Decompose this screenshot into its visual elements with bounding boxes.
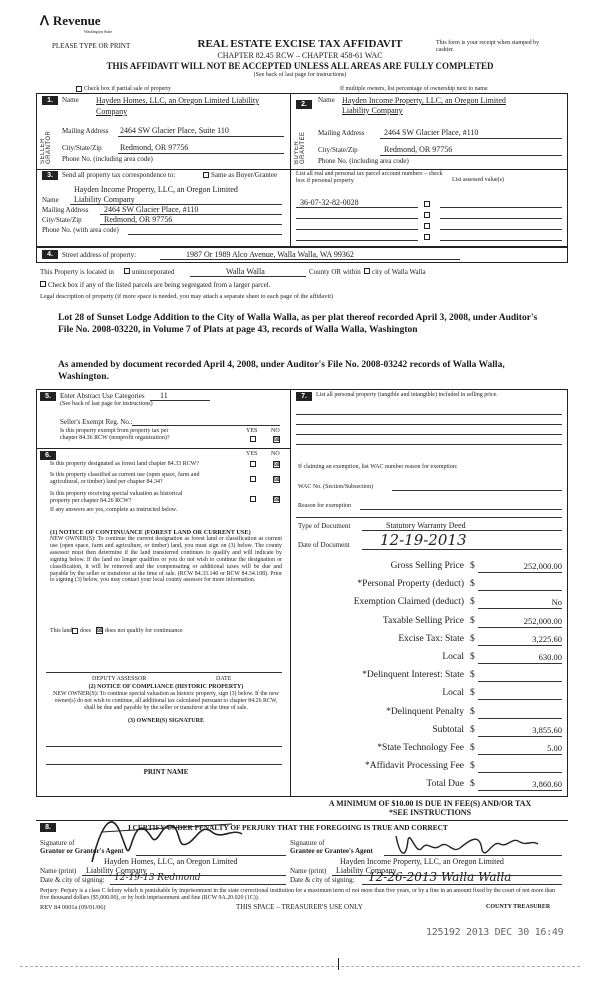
exempt-no-checkbox[interactable]: ⊠ <box>274 435 280 443</box>
grantee-date-city-label: Date & city of signing: <box>290 876 355 884</box>
grantee-name-print2: Liability Company <box>336 866 397 875</box>
grantee-sig-label1: Signature of <box>290 839 325 847</box>
unincorporated-checkbox[interactable] <box>124 268 130 274</box>
exempt-yes-checkbox[interactable] <box>250 436 256 442</box>
dollar-sign: $ <box>470 743 475 753</box>
legal-description-label: Legal description of property (if more space is needed, you may attach a separate sheet to each page of the affidavit) <box>40 293 334 300</box>
fee-underline <box>478 645 562 646</box>
does-checkbox[interactable] <box>72 628 78 634</box>
fee-label: Subtotal <box>432 725 464 735</box>
logo-sub: Washington State <box>84 29 113 34</box>
abstract-value: 11 <box>160 391 168 400</box>
grantor-date-city: 12-19-13 Redmond <box>114 873 201 883</box>
correspondence-name-line2: Liability Company <box>74 195 135 204</box>
grantor-sig-label1: Signature of <box>40 839 75 847</box>
fee-value: 3,225.60 <box>532 634 562 644</box>
grantor-sig-label2: Grantor or Grantor's Agent <box>40 847 124 855</box>
segregated-label: Check box if any of the listed parcels are being segregated from a larger parcel. <box>48 281 271 289</box>
fee-label: Gross Selling Price <box>390 561 464 571</box>
located-label: This Property is located in <box>40 268 114 276</box>
s6-yes-label: YES <box>246 451 258 457</box>
exempt-yes-label: YES <box>246 428 258 434</box>
city-of-checkbox[interactable] <box>364 268 370 274</box>
parcel-1-personal-checkbox[interactable] <box>424 201 430 207</box>
historic-yes-checkbox[interactable] <box>250 496 256 502</box>
print-name-label: PRINT NAME <box>143 768 189 776</box>
fee-label: Local <box>442 688 464 698</box>
exempt-no-label: NO <box>271 428 280 434</box>
s6-no-label: NO <box>271 451 280 457</box>
seller-name-line2: Company <box>96 107 128 116</box>
minimum-fee-notice: A MINIMUM OF $10.00 IS DUE IN FEE(S) AND/OR TAX <box>328 799 532 808</box>
fee-label: Exemption Claimed (deduct) <box>353 597 464 607</box>
fee-value: 3,855.60 <box>532 725 562 735</box>
answers-note: If any answers are yes, complete as instructed below. <box>50 507 178 513</box>
seller-city-label: City/State/Zip <box>62 144 102 152</box>
fee-underline <box>478 590 562 591</box>
abstract-label: Enter Abstract Use Categories <box>60 392 145 400</box>
correspondence-heading: Send all property tax correspondence to: <box>62 171 176 179</box>
fee-underline <box>478 718 562 719</box>
correspondence-name-line1: Hayden Income Property, LLC, an Oregon Limited <box>74 185 238 194</box>
fee-label: Taxable Selling Price <box>382 616 464 626</box>
legal-description-1: Lot 28 of Sunset Lodge Addition to the City of Walla Walla, as per plat thereof recorded April 3, 2008, under Auditor's File No. 2008-03220, in Volume 7 of Plats at page 43, records of Walla Walla, Washington <box>58 313 538 335</box>
doc-date-label: Date of Document <box>298 541 350 549</box>
revenue-logo <box>40 12 112 34</box>
fee-underline <box>478 627 562 628</box>
exempt-q2: chapter 84.36 RCW (nonprofit organization)? <box>60 435 170 441</box>
unincorporated-label: unincorporated <box>132 268 175 276</box>
personal-property-heading: List all personal property (tangible and intangible) included in selling price. <box>316 392 498 398</box>
fee-label: Local <box>442 652 464 662</box>
dollar-sign: $ <box>470 561 475 571</box>
form-title: REAL ESTATE EXCISE TAX AFFIDAVIT <box>197 38 403 50</box>
fee-value: 5.00 <box>547 743 562 753</box>
seller-city: Redmond, OR 97756 <box>120 143 189 152</box>
parcel-3-personal-checkbox[interactable] <box>424 223 430 229</box>
doc-type: Statutory Warranty Deed <box>386 521 466 530</box>
section-6-number: 6. <box>40 451 56 460</box>
assessed-heading: List assessed value(s) <box>452 177 504 183</box>
form-notice: THIS AFFIDAVIT WILL NOT BE ACCEPTED UNLESS ALL AREAS ARE FULLY COMPLETED <box>106 61 494 71</box>
same-as-buyer-checkbox[interactable] <box>203 172 209 178</box>
section-2-number: 2. <box>296 100 312 109</box>
street-address: 1987 Or 1989 Alco Avenue, Walla Walla, WA 99362 <box>186 250 354 259</box>
fee-underline <box>478 772 562 773</box>
section-8-number: 8. <box>40 823 56 832</box>
grantor-name-print-label: Name (print) <box>40 867 77 875</box>
county-treasurer: COUNTY TREASURER <box>486 904 551 910</box>
same-as-buyer-label: Same as Buyer/Grantee <box>211 171 278 179</box>
street-label: Street address of property: <box>62 251 137 259</box>
forest-land-question: Is this property designated as forest land chapter 84.33 RCW? <box>50 461 199 467</box>
forest-no-checkbox[interactable]: ⊠ <box>274 460 280 468</box>
does-label: does <box>80 628 91 634</box>
historic-q-a: Is this property receiving special valuation as historical <box>50 491 183 497</box>
fee-value: 630.00 <box>538 652 562 662</box>
notice-compliance-title: (2) NOTICE OF COMPLIANCE (HISTORIC PROPERTY) <box>88 684 244 690</box>
fee-label: *Delinquent Interest: State <box>362 670 464 680</box>
notice-compliance-body: NEW OWNER(S): To continue special valuation as historic property, sign (3) below. If the new owner(s) do not wish to continue, all additional tax calculated pursuant to chapter 84.26 RCW, shall be due and payable by the seller or transferor at the time of sale. <box>53 691 279 711</box>
county-name: Walla Walla <box>226 267 265 276</box>
dollar-sign: $ <box>470 579 475 589</box>
perjury-statement: Perjury: Perjury is a class C felony which is punishable by imprisonment in the state correctional institution for a maximum term of not more than five years, or by a fine in an amount fixed by the court of not more than five thousand dollars ($5,000.00), or by both imprisonment and fine (RCW 9A.20.020 (1C)). <box>40 888 555 901</box>
grantee-name-print: Hayden Income Property, LLC, an Oregon Limited <box>340 857 504 866</box>
buyer-city-label: City/State/Zip <box>318 146 358 154</box>
current-use-no-checkbox[interactable]: ⊠ <box>274 475 280 483</box>
correspondence-city-label: City/State/Zip <box>42 216 82 224</box>
correspondence-mailing: 2464 SW Glacier Place, #110 <box>104 205 199 214</box>
fee-label: *Affidavit Processing Fee <box>364 761 464 771</box>
correspondence-phone-label: Phone No. (with area code) <box>42 226 119 234</box>
historic-q-b: property per chapter 84.26 RCW? <box>50 498 132 504</box>
fee-value: No <box>551 597 562 607</box>
fee-value: 252,000.00 <box>523 561 562 571</box>
fee-underline <box>478 663 562 664</box>
abstract-see-back: (See back of last page for instructions) <box>60 401 153 407</box>
grantee-sig-label2: Grantee or Grantee's Agent <box>290 847 373 855</box>
correspondence-name-label: Name <box>42 196 59 204</box>
parcel-heading: List all real and personal tax parcel account numbers – check box if personal property <box>296 171 443 184</box>
fee-underline <box>478 754 562 755</box>
dollar-sign: $ <box>470 707 475 717</box>
fee-label: *Delinquent Penalty <box>386 707 464 717</box>
grantee-name-print-label: Name (print) <box>290 867 327 875</box>
fee-underline <box>478 736 562 737</box>
current-use-q-b: agricultural, or timber) land per chapter 84.34? <box>50 479 163 485</box>
exemption-wac-label: If claiming an exemption, list WAC number reason for exemption: <box>298 464 458 470</box>
county-or-within-label: County OR within <box>309 268 361 276</box>
exempt-q1: Is this property exempt from property tax per <box>60 428 169 434</box>
fee-underline <box>478 699 562 700</box>
buyer-name-line2: Liability Company <box>342 106 403 115</box>
please-type: PLEASE TYPE OR PRINT <box>52 42 131 50</box>
fee-underline <box>478 608 562 609</box>
logo-text: Revenue <box>52 13 101 28</box>
form-chapter: CHAPTER 82.45 RCW – CHAPTER 458-61 WAC <box>217 51 383 60</box>
dollar-sign: $ <box>470 761 475 771</box>
receipt-note: This form is your receipt when stamped by cashier. <box>436 40 540 53</box>
parcel-4-personal-checkbox[interactable] <box>424 234 430 240</box>
section-4-number: 4. <box>42 250 58 259</box>
fee-label: *Personal Property (deduct) <box>357 579 464 589</box>
buyer-phone-label: Phone No. (including area code) <box>318 157 409 165</box>
exempt-reg-label: Seller's Exempt Reg. No.: <box>60 418 133 426</box>
certify-statement: I CERTIFY UNDER PENALTY OF PERJURY THAT THE FOREGOING IS TRUE AND CORRECT <box>128 823 448 832</box>
seller-name-label: Name <box>62 96 79 104</box>
this-land-label: This land <box>50 628 73 634</box>
city-of-label: city of Walla Walla <box>372 268 426 276</box>
logo-mark-icon: ᐱ <box>40 13 49 28</box>
reason-label: Reason for exemption <box>298 503 351 509</box>
deputy-assessor-label: DEPUTY ASSESSOR <box>92 676 147 682</box>
owner-signature-label: (3) OWNER(S) SIGNATURE <box>128 718 204 724</box>
fee-underline <box>478 790 562 791</box>
parcel-number: 36-07-32-82-0028 <box>300 198 359 207</box>
notice-continuance-body: NEW OWNER(S): To continue the current designation as forest land or classification as current use (open space, farm and agriculture, or timber) land, you must sign on (3) below. The county assessor must then determine if the land transferred continues to qualify and will indicate by signing below. If the land no longer qualifies or you do not wish to continue the designation or classification, it will be removed and the compensating or additional taxes will be due and payable by the seller or transferor at the time of sale. (RCW 84.33.140 or RCW 84.34.108). Prior to signing (3) below, you may contact your local county assessor for more information. <box>50 536 282 584</box>
dollar-sign: $ <box>470 597 475 607</box>
section-1-number: 1. <box>42 96 58 105</box>
doc-type-label: Type of Document <box>298 522 351 530</box>
forest-yes-checkbox[interactable] <box>250 461 256 467</box>
fee-value: 3,860.60 <box>532 779 562 789</box>
rev-number: REV 84 0001a (09/01/06) <box>40 904 106 911</box>
section-3-number: 3. <box>42 171 58 180</box>
seller-phone-label: Phone No. (including area code) <box>62 155 153 163</box>
correspondence-city: Redmond, OR 97756 <box>104 215 173 224</box>
dollar-sign: $ <box>470 688 475 698</box>
section-5-number: 5. <box>40 392 56 401</box>
does-not-checkbox[interactable]: ⊠ <box>97 626 103 634</box>
dollar-sign: $ <box>470 670 475 680</box>
parcel-2-personal-checkbox[interactable] <box>424 212 430 218</box>
section-7-number: 7. <box>296 392 312 401</box>
grantor-name-print: Hayden Homes, LLC, an Oregon Limited <box>104 857 238 866</box>
see-instructions: *SEE INSTRUCTIONS <box>388 808 472 817</box>
segregated-checkbox[interactable] <box>40 281 46 287</box>
historic-no-checkbox[interactable]: ⊠ <box>274 495 280 503</box>
buyer-city: Redmond, OR 97756 <box>384 145 453 154</box>
seller-mailing: 2464 SW Glacier Place, Suite 110 <box>120 126 229 135</box>
buyer-mailing-label: Mailing Address <box>318 129 365 137</box>
notice-continuance-title: (1) NOTICE OF CONTINUANCE (FOREST LAND OR CURRENT USE) <box>50 529 251 536</box>
fee-label: Excise Tax: State <box>398 634 464 644</box>
seller-side-label: SELLER GRANTOR <box>40 130 52 164</box>
correspondence-mailing-label: Mailing Address <box>42 206 89 214</box>
legal-description-2: As amended by document recorded April 4, 2008, under Auditor's File No. 2008-03242 records of Walla Walla, Washington. <box>58 360 505 382</box>
does-not-label: does not qualify for continuance <box>105 628 183 634</box>
grantor-name-print2: Liability Company <box>86 866 147 875</box>
dollar-sign: $ <box>470 652 475 662</box>
fee-label: *State Technology Fee <box>377 743 464 753</box>
fee-label: Total Due <box>426 779 464 789</box>
dollar-sign: $ <box>470 725 475 735</box>
partial-sale-label: Check box if partial sale of property <box>84 86 171 92</box>
buyer-side-label: BUYER GRANTEE <box>294 131 306 164</box>
current-use-yes-checkbox[interactable] <box>250 476 256 482</box>
seller-mailing-label: Mailing Address <box>62 127 109 135</box>
treasurer-space: THIS SPACE – TREASURER'S USE ONLY <box>236 903 363 911</box>
seller-name-line1: Hayden Homes, LLC, an Oregon Limited Liability <box>96 96 260 105</box>
buyer-name-label: Name <box>318 96 335 104</box>
see-back: (See back of last page for instructions) <box>253 72 347 78</box>
grantor-date-city-label: Date & city of signing: <box>40 876 105 884</box>
fee-value: 252,000.00 <box>523 616 562 626</box>
grantee-date-city: 12-26-2013 Walla Walla <box>368 870 512 884</box>
partial-sale-checkbox[interactable] <box>76 86 82 92</box>
current-use-q-a: Is this property classified as current use (open space, farm and <box>50 472 200 478</box>
dollar-sign: $ <box>470 634 475 644</box>
wac-no-label: WAC No. (Section/Subsection) <box>298 484 374 490</box>
fee-underline <box>478 681 562 682</box>
date-label: DATE <box>216 676 232 682</box>
dollar-sign: $ <box>470 616 475 626</box>
bottom-rule <box>20 966 580 967</box>
doc-date: 12-19-2013 <box>380 531 467 549</box>
multiple-owners-label: If multiple owners, list percentage of ownership next to name <box>340 86 488 92</box>
buyer-mailing: 2464 SW Glacier Place, #110 <box>384 128 479 137</box>
buyer-name-line1: Hayden Income Property, LLC, an Oregon Limited <box>342 96 506 105</box>
fee-underline <box>478 572 562 573</box>
receipt-stamp: 125192 2013 DEC 30 16:49 <box>426 927 564 938</box>
dollar-sign: $ <box>470 779 475 789</box>
